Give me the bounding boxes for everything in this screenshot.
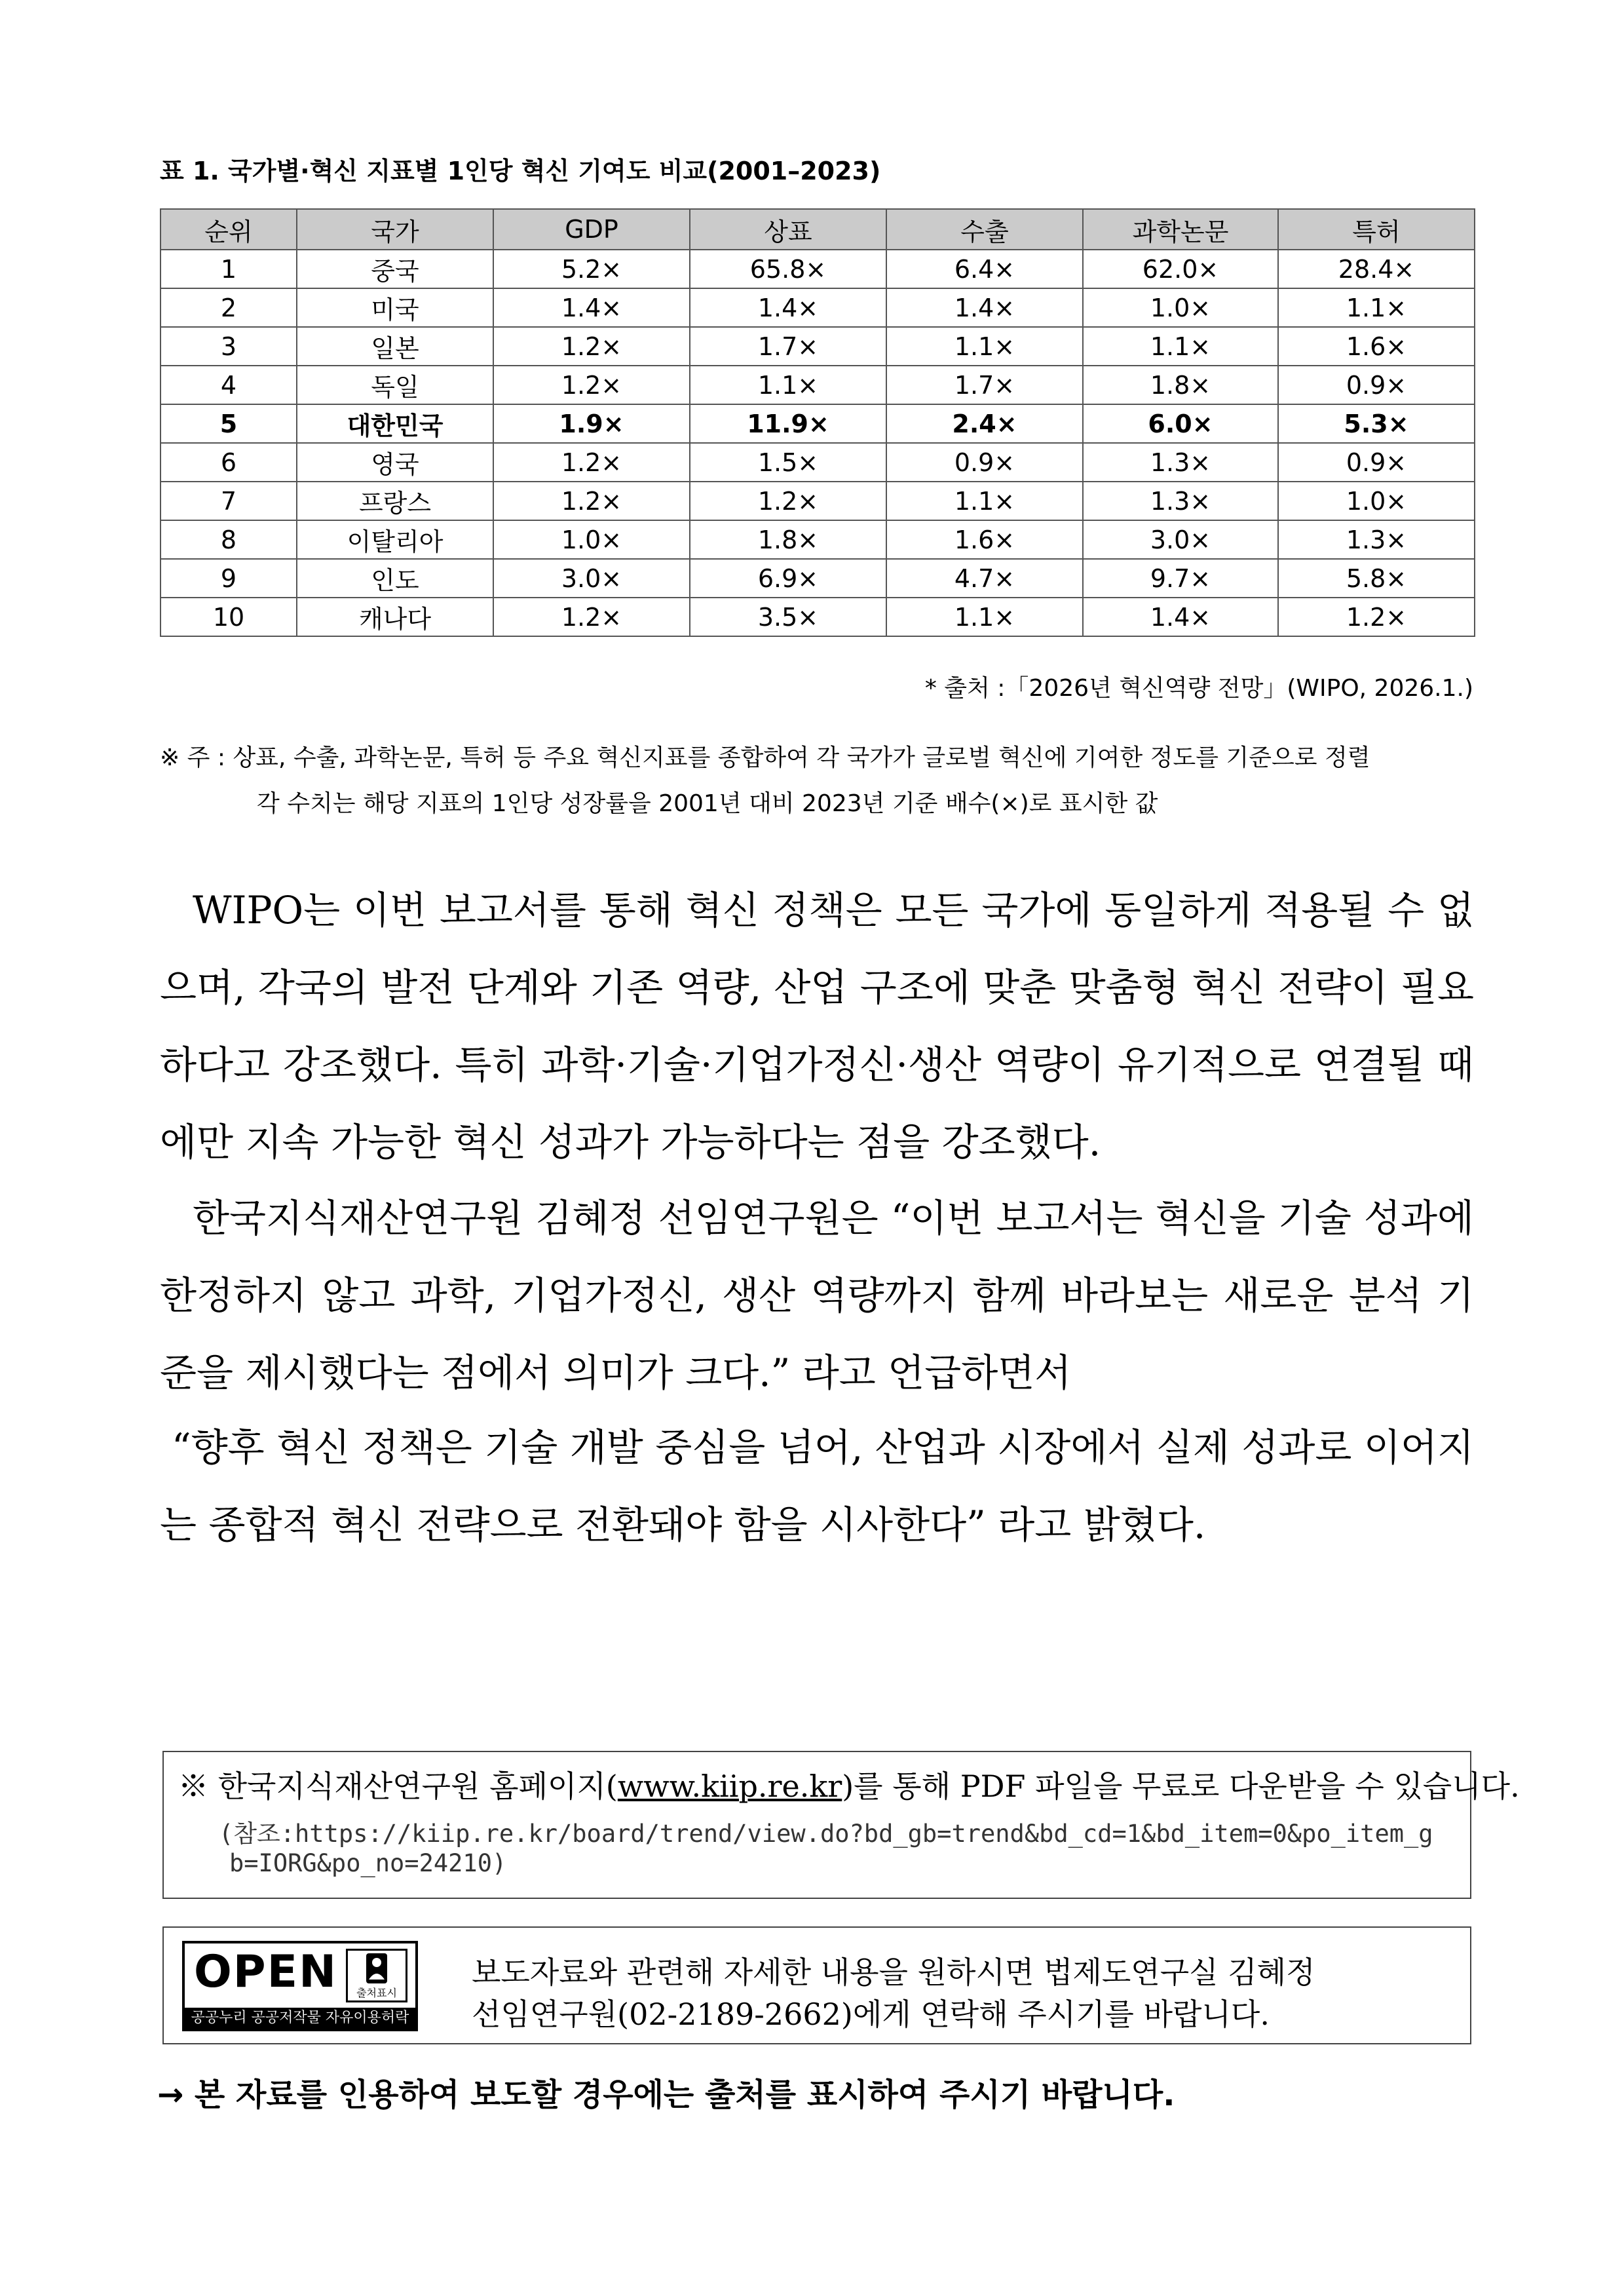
- cell-export: 0.9×: [886, 443, 1083, 482]
- cell-gdp: 1.2×: [493, 598, 690, 636]
- cell-gdp: 1.0×: [493, 520, 690, 559]
- cell-papers: 9.7×: [1083, 559, 1278, 598]
- table-row: [161, 250, 1475, 288]
- cell-rank: 9: [161, 559, 297, 598]
- cell-country: 중국: [297, 250, 493, 288]
- cell-country: 프랑스: [297, 482, 493, 520]
- download-prefix: ※ 한국지식재산연구원 홈페이지(: [178, 1769, 618, 1804]
- cell-papers: 1.3×: [1083, 443, 1278, 482]
- table-row: [161, 366, 1475, 404]
- table-row: [161, 598, 1475, 636]
- cell-trademark: 1.5×: [690, 443, 886, 482]
- cell-patent: 1.0×: [1278, 482, 1475, 520]
- cell-patent: 0.9×: [1278, 443, 1475, 482]
- table-row: [161, 559, 1475, 598]
- cell-papers: 6.0×: [1083, 404, 1278, 443]
- cell-export: 6.4×: [886, 250, 1083, 288]
- attribution-badge: [346, 1949, 407, 2002]
- cell-gdp: 1.2×: [493, 366, 690, 404]
- cell-gdp: 3.0×: [493, 559, 690, 598]
- cell-country: 인도: [297, 559, 493, 598]
- cell-gdp: 1.9×: [493, 404, 690, 443]
- logo-caption: 공공누리 공공저작물 자유이용허락: [185, 2008, 415, 2029]
- header-papers: 과학논문: [1083, 209, 1278, 250]
- cell-export: 1.4×: [886, 288, 1083, 327]
- cell-export: 1.1×: [886, 598, 1083, 636]
- cell-rank: 2: [161, 288, 297, 327]
- contact-line-1: 보도자료와 관련해 자세한 내용을 원하시면 법제도연구실 김혜정: [472, 1955, 1315, 1990]
- source-note: * 출처 :「2026년 혁신역량 전망」(WIPO, 2026.1.): [924, 675, 1473, 702]
- cell-trademark: 1.7×: [690, 327, 886, 366]
- cell-trademark: 6.9×: [690, 559, 886, 598]
- cell-patent: 5.3×: [1278, 404, 1475, 443]
- kiip-link[interactable]: www.kiip.re.kr: [617, 1769, 842, 1804]
- cell-papers: 62.0×: [1083, 250, 1278, 288]
- innovation-table: [160, 208, 1475, 637]
- cell-trademark: 3.5×: [690, 598, 886, 636]
- cell-country: 대한민국: [297, 404, 493, 443]
- cell-export: 1.6×: [886, 520, 1083, 559]
- cell-gdp: 1.4×: [493, 288, 690, 327]
- download-suffix: )를 통해 PDF 파일을 무료로 다운받을 수 있습니다.: [842, 1769, 1520, 1804]
- cell-rank: 7: [161, 482, 297, 520]
- cell-trademark: 1.4×: [690, 288, 886, 327]
- cell-papers: 1.3×: [1083, 482, 1278, 520]
- cell-country: 영국: [297, 443, 493, 482]
- cell-export: 4.7×: [886, 559, 1083, 598]
- cell-gdp: 5.2×: [493, 250, 690, 288]
- table-row: [161, 482, 1475, 520]
- cell-patent: 0.9×: [1278, 366, 1475, 404]
- cell-papers: 1.0×: [1083, 288, 1278, 327]
- paragraph-1: WIPO는 이번 보고서를 통해 혁신 정책은 모든 국가에 동일하게 적용될 수 없으며, 각국의 발전 단계와 기존 역량, 산업 구조에 맞춘 맞춤형 혁신 전략이 필요하다고 강조했다. 특히 과학·기술·기업가정신·생산 역량이 유기적으로 연결될 때에만 지속 가능한 혁신 성과가 가능하다는 점을 강조했다.: [160, 888, 1474, 1164]
- header-rank: 순위: [161, 209, 297, 250]
- cell-patent: 28.4×: [1278, 250, 1475, 288]
- cell-trademark: 1.1×: [690, 366, 886, 404]
- table-row: [161, 520, 1475, 559]
- cell-trademark: 11.9×: [690, 404, 886, 443]
- cell-gdp: 1.2×: [493, 482, 690, 520]
- cell-papers: 3.0×: [1083, 520, 1278, 559]
- cell-papers: 1.1×: [1083, 327, 1278, 366]
- contact-box: [162, 1926, 1471, 2044]
- table-row: [161, 443, 1475, 482]
- cell-patent: 1.3×: [1278, 520, 1475, 559]
- cell-country: 일본: [297, 327, 493, 366]
- note-line-2: 각 수치는 해당 지표의 1인당 성장률을 2001년 대비 2023년 기준 배수(×)로 표시한 값: [257, 790, 1158, 817]
- cell-rank: 5: [161, 404, 297, 443]
- cell-patent: 1.1×: [1278, 288, 1475, 327]
- cell-trademark: 1.2×: [690, 482, 886, 520]
- download-line: [178, 1763, 1520, 1806]
- cell-country: 이탈리아: [297, 520, 493, 559]
- cell-rank: 1: [161, 250, 297, 288]
- note-line-1: ※ 주 : 상표, 수출, 과학논문, 특허 등 주요 혁신지표를 종합하여 각 국가가 글로벌 혁신에 기여한 정도를 기준으로 정렬: [160, 744, 1370, 771]
- cell-patent: 5.8×: [1278, 559, 1475, 598]
- cell-country: 독일: [297, 366, 493, 404]
- cell-export: 2.4×: [886, 404, 1083, 443]
- reference-line-2[interactable]: b=IORG&po_no=24210): [229, 1849, 507, 1877]
- paragraph-3: “향후 혁신 정책은 기술 개발 중심을 넘어, 산업과 시장에서 실제 성과로 이어지는 종합적 혁신 전략으로 전환돼야 함을 시사한다” 라고 밝혔다.: [160, 1425, 1474, 1547]
- reference-line-1[interactable]: (참조:https://kiip.re.kr/board/trend/view.do?bd_gb=trend&bd_cd=1&bd_item=0&po_item_g: [219, 1820, 1433, 1848]
- cell-country: 미국: [297, 288, 493, 327]
- table-row: [161, 288, 1475, 327]
- table-caption: 표 1. 국가별·혁신 지표별 1인당 혁신 기여도 비교(2001–2023): [160, 157, 881, 185]
- header-export: 수출: [886, 209, 1083, 250]
- contact-line-2: 선임연구원(02-2189-2662)에게 연락해 주시기를 바랍니다.: [472, 1997, 1270, 2032]
- cell-country: 캐나다: [297, 598, 493, 636]
- cell-rank: 3: [161, 327, 297, 366]
- cell-rank: 8: [161, 520, 297, 559]
- badge-label: 출처표시: [356, 1987, 397, 1999]
- cell-patent: 1.6×: [1278, 327, 1475, 366]
- cell-export: 1.7×: [886, 366, 1083, 404]
- cell-rank: 4: [161, 366, 297, 404]
- cell-papers: 1.8×: [1083, 366, 1278, 404]
- cell-export: 1.1×: [886, 327, 1083, 366]
- cell-rank: 6: [161, 443, 297, 482]
- table-row: [161, 327, 1475, 366]
- cell-trademark: 65.8×: [690, 250, 886, 288]
- download-box: [162, 1751, 1520, 1899]
- cell-rank: 10: [161, 598, 297, 636]
- open-logo-text: OPEN: [194, 1946, 338, 1998]
- header-patent: 특허: [1278, 209, 1475, 250]
- cell-papers: 1.4×: [1083, 598, 1278, 636]
- cell-patent: 1.2×: [1278, 598, 1475, 636]
- table-row: [161, 404, 1475, 443]
- cell-export: 1.1×: [886, 482, 1083, 520]
- citation-notice: → 본 자료를 인용하여 보도할 경우에는 출처를 표시하여 주시기 바랍니다.: [157, 2076, 1175, 2113]
- cell-gdp: 1.2×: [493, 443, 690, 482]
- table-header-row: [161, 209, 1475, 250]
- table-body: [161, 250, 1475, 636]
- header-gdp: GDP: [493, 209, 690, 250]
- header-trademark: 상표: [690, 209, 886, 250]
- cell-trademark: 1.8×: [690, 520, 886, 559]
- paragraph-2: 한국지식재산연구원 김혜정 선임연구원은 “이번 보고서는 혁신을 기술 성과에 한정하지 않고 과학, 기업가정신, 생산 역량까지 함께 바라보는 새로운 분석 기준을 제시했다는 점에서 의미가 크다.” 라고 언급하면서: [160, 1196, 1474, 1395]
- kogl-license-logo: [182, 1941, 418, 2031]
- cell-gdp: 1.2×: [493, 327, 690, 366]
- person-icon: [348, 1952, 406, 1986]
- header-country: 국가: [297, 209, 493, 250]
